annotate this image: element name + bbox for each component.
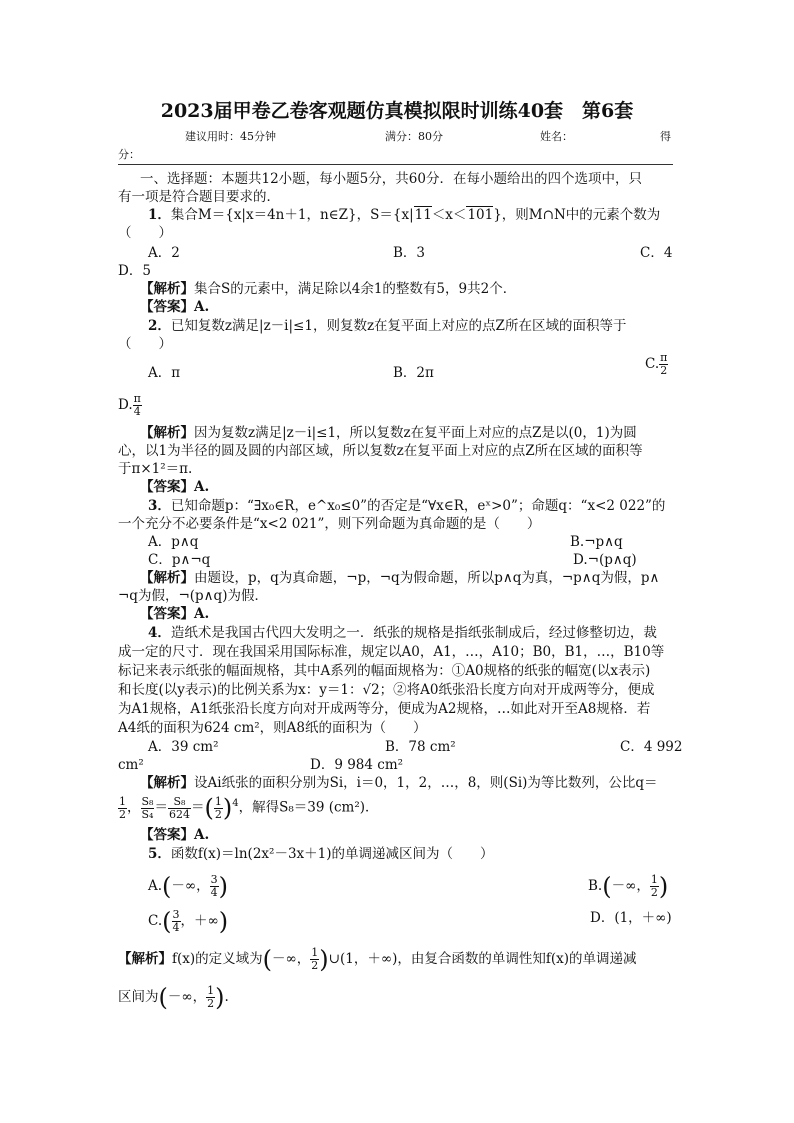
q4-answer: 【答案】A.	[140, 827, 210, 843]
q1-paren: （ ）	[118, 225, 172, 241]
q2-option-c: C. $\frac{\pi}{2}$	[645, 351, 668, 377]
q4-option-c-unit: cm²	[118, 757, 144, 773]
header-divider	[118, 164, 673, 165]
q4-option-c: C．4 992	[620, 739, 683, 755]
q4-stem-line4: 和长度(以y表示)的比例关系为x：y＝1：√2；②将A0纸张沿长度方向对开成两等分，便成	[118, 682, 655, 698]
q1-analysis: 【解析】集合S的元素中，满足除以4余1的整数有5，9共2个．	[140, 281, 517, 297]
sqrt-11: 11	[414, 207, 432, 223]
q4-stem-line1: 4．造纸术是我国古代四大发明之一．纸张的规格是指纸张制成后，经过修整切边，裁	[148, 625, 657, 641]
q2-answer: 【答案】A.	[140, 479, 210, 495]
q5-option-a: A.(－∞， $\frac{3}{4}$ )	[148, 872, 229, 901]
page-title: 2023届甲卷乙卷客观题仿真模拟限时训练40套 第6套	[160, 100, 634, 122]
name-label: 姓名：	[540, 130, 573, 143]
q2-option-a: A．π	[148, 365, 181, 381]
q3-option-b: B.¬p∧q	[570, 534, 623, 550]
q4-analysis-line2: $\frac{1}{2}$ ， $\frac{\text{S₈}}{\text{S₄}}$ ＝ $\frac{\text{S₈}}{624}$ ＝( $\frac{1}{2}$ )$^4$，解得S₈＝39 (cm²)．	[119, 794, 379, 822]
q2-option-b: B．2π	[393, 365, 434, 381]
q3-analysis-line1: 【解析】由题设，p，q为真命题，¬p，¬q为假命题，所以p∧q为真，¬p∧q为假，p∧	[140, 570, 660, 586]
q5-option-c: C.( $\frac{3}{4}$ ，＋∞)	[148, 907, 229, 936]
q4-option-d: D．9 984 cm²	[310, 757, 404, 773]
score-label-part2: 分：	[118, 148, 140, 161]
sqrt-101: 101	[467, 207, 494, 223]
q4-stem-line6: A4纸的面积为624 cm²，则A8纸的面积为（ ）	[118, 720, 427, 736]
q2-paren: （ ）	[118, 336, 172, 352]
q4-stem-line5: 为A1规格，A1纸张沿长度方向对开成两等分，便成为A2规格，…如此对开至A8规格．若	[118, 701, 651, 717]
section-heading-line1: 一、选择题：本题共12小题，每小题5分，共60分．在每小题给出的四个选项中，只	[140, 171, 642, 187]
full-score: 满分：80分	[385, 130, 443, 143]
q5-analysis-line2: 区间为(－∞， $\frac{1}{2}$ ).	[118, 983, 229, 1012]
q2-analysis-line3: 于π×1²＝π.	[118, 461, 193, 477]
q3-option-c: C．p∧¬q	[148, 552, 211, 568]
q1-option-b: B．3	[393, 245, 426, 261]
q5-analysis-line1: 【解析】f(x)的定义域为(－∞， $\frac{1}{2}$ )∪(1，＋∞)，由复合函数的单调性知f(x)的单调递减	[118, 945, 637, 974]
q4-stem-line3: 标记来表示纸张的幅面规格，其中A系列的幅面规格为：①A0规格的纸张的幅宽(以x表示)	[118, 663, 651, 679]
q2-analysis-line1: 【解析】因为复数z满足|z－i|≤1，所以复数z在复平面上对应的点Z是以(0，1)为圆	[140, 425, 637, 441]
q5-stem: 5．函数f(x)＝ln(2x²－3x＋1)的单调递减区间为（ ）	[148, 846, 494, 862]
q1-stem: 1．集合M＝{x|x＝4n＋1，n∈Z}，S＝{x|11＜x＜101}，则M∩N中的元素个数为	[148, 207, 661, 223]
suggested-time: 建议用时：45分钟	[185, 130, 276, 143]
q3-stem-line1: 3．已知命题p：“∃x₀∈R，e^x₀≤0”的否定是“∀x∈R，eˣ>0”；命题q：“x<2 022”的	[148, 498, 666, 514]
q2-option-d: D. $\frac{\pi}{4}$	[118, 392, 141, 418]
section-heading-line2: 有一项是符合题目要求的．	[118, 189, 280, 205]
q2-stem: 2．已知复数z满足|z－i|≤1，则复数z在复平面上对应的点Z所在区域的面积等于	[148, 318, 627, 334]
q2-analysis-line2: 心，以1为半径的圆及圆的内部区域，所以复数z在复平面上对应的点Z所在区域的面积等	[118, 443, 643, 459]
q3-option-d: D.¬(p∧q)	[573, 552, 637, 568]
q5-option-b: B.(－∞， $\frac{1}{2}$ )	[588, 872, 669, 901]
q3-answer: 【答案】A.	[140, 606, 210, 622]
q4-option-a: A．39 cm²	[148, 739, 219, 755]
q4-stem-line2: 成一定的尺寸．现在我国采用国际标准，规定以A0，A1，…，A10；B0，B1，…，B10等	[118, 644, 665, 660]
q1-option-d: D．5	[118, 263, 151, 279]
q1-answer: 【答案】A.	[140, 299, 210, 315]
q3-stem-line2: 一个充分不必要条件是“x<2 021”，则下列命题为真命题的是（ ）	[118, 516, 541, 532]
q3-option-a: A．p∧q	[148, 534, 199, 550]
q1-option-c: C．4	[640, 245, 673, 261]
q4-analysis-line1: 【解析】设Ai纸张的面积分别为Si，i＝0，1，2，…，8，则(Si)为等比数列，公比q＝	[140, 775, 658, 791]
q5-option-d: D．(1，＋∞)	[590, 910, 672, 926]
score-label-part1: 得	[660, 130, 671, 143]
q3-analysis-line2: ¬q为假，¬(p∧q)为假．	[118, 588, 268, 604]
q4-option-b: B．78 cm²	[385, 739, 456, 755]
q1-option-a: A．2	[148, 245, 180, 261]
